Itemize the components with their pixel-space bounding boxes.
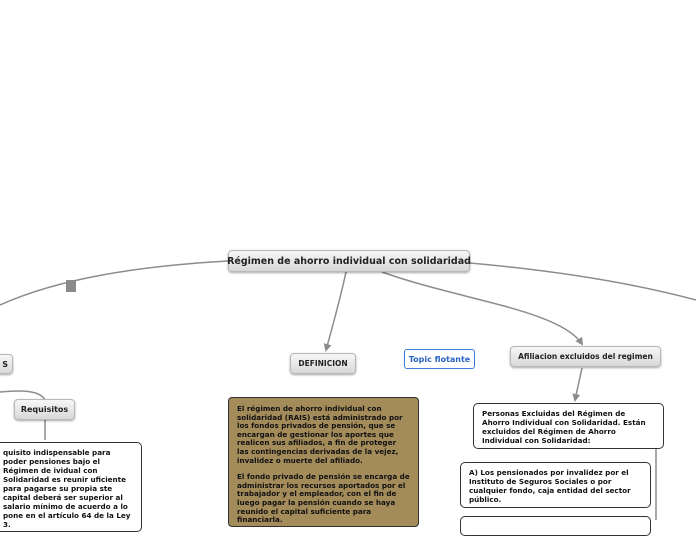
- excluded-intro-text: Personas Excluidas del Régimen de Ahorro Individual con Solidaridad. Están excluidos del Régimen de Ahorro Individual con Solidaridad:: [482, 409, 646, 445]
- central-topic[interactable]: [228, 250, 470, 272]
- excluded-item-a-box[interactable]: [460, 462, 651, 508]
- central-topic-label: Régimen de ahorro individual con solidaridad: [227, 255, 471, 267]
- excluded-intro-box[interactable]: [473, 403, 664, 449]
- afiliacion-topic-label: Afiliacion excluidos del regimen: [518, 352, 653, 361]
- definicion-paragraph-1: El régimen de ahorro individual con solidaridad (RAIS) está administrado por los fondos privados de pensión, que se encargan de gestionar los aportes que realicen sus afiliados, a fin de proteger las contingencias derivadas de la vejez, invalidez o muerte del afiliado.: [237, 404, 403, 465]
- connector-excluded-items: [656, 440, 662, 520]
- requisitos-topic[interactable]: [14, 399, 75, 420]
- requisitos-text-box[interactable]: [0, 442, 142, 532]
- collapse-marker: [66, 280, 76, 292]
- afiliacion-topic[interactable]: [510, 346, 661, 367]
- floating-topic-label: Topic flotante: [408, 354, 471, 364]
- requisitos-topic-label: Requisitos: [20, 405, 69, 414]
- definicion-topic-label: DEFINICION: [298, 359, 348, 368]
- connector-afiliacion-excluded: [575, 368, 582, 400]
- floating-topic[interactable]: [404, 349, 475, 369]
- connector-central-left: [0, 261, 228, 305]
- definicion-paragraph-2: El fondo privado de pensión se encarga de administrar los recursos aportados por el trabajador y el empleador, con el fin de luego pagar la pensión cuando se haya reunido el capital suficiente para financiarla.: [237, 472, 410, 525]
- left-partial-topic-label: S: [2, 359, 8, 369]
- connector-central-afiliacion: [382, 272, 582, 344]
- requisitos-text: quisito indispensable para poder pensiones bajo el Régimen de ividual con Solidaridad es reunir uficiente para pagarse su propia ste capital deberá ser superior al salario mínimo de acuerdo a lo pone en el artículo 64 de la Ley 3.: [3, 448, 131, 529]
- connector-central-definicion: [326, 272, 346, 350]
- excluded-item-next-box[interactable]: [460, 516, 651, 536]
- connector-central-right: [470, 263, 696, 300]
- definicion-topic[interactable]: [290, 353, 356, 374]
- excluded-item-a-text: A) Los pensionados por invalidez por el Instituto de Seguros Sociales o por cualquier fondo, caja entidad del sector público.: [469, 468, 631, 504]
- left-partial-topic[interactable]: [0, 354, 13, 374]
- definicion-text-box[interactable]: [228, 397, 419, 527]
